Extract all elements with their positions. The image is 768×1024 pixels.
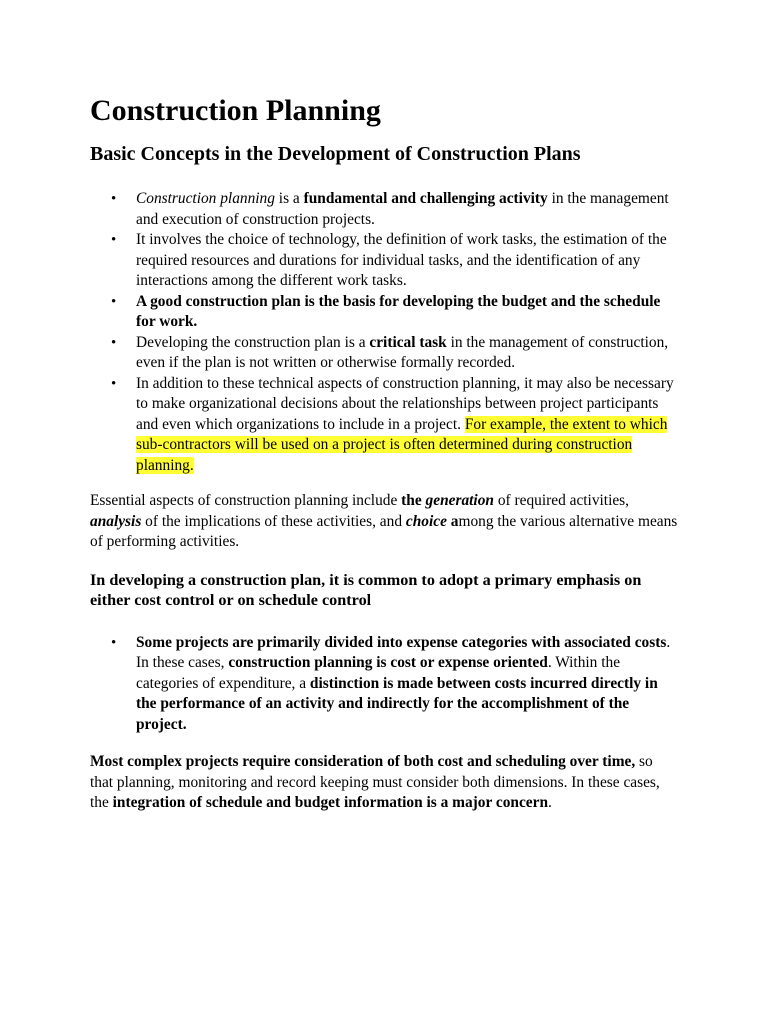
paragraph: Most complex projects require consideration of both cost and scheduling over time, so that planning, monitoring and record keeping must consider both dimensions. In these cases, the integration of schedule and budget information is a major concern. (90, 753, 660, 811)
paragraph: Essential aspects of construction planning include the generation of required activities, analysis of the implications of these activities, and choice among the various alternative means of performing activities. (90, 492, 678, 550)
bold-text: integration of schedule and budget information is a major concern (112, 794, 549, 811)
bold-text: the (401, 492, 426, 509)
bold-italic-text: generation (425, 492, 494, 509)
page-title: Construction Planning (90, 94, 381, 127)
highlighted-text: For example, the extent to which sub-contractors will be used on a project is often determined during construction planning. (136, 415, 668, 474)
bold-italic-text: analysis (90, 512, 142, 530)
bold-text: fundamental and challenging activity (303, 190, 548, 207)
bold-text: Some projects are primarily divided into expense categories with associated costs (136, 633, 667, 651)
list-item: • Developing the construction plan is a critical task in the management of construction, even if the plan is not written or otherwise formally recorded. (90, 333, 678, 374)
subheading: In developing a construction plan, it is common to adopt a primary emphasis on either cost control or on schedule control (90, 570, 642, 609)
bold-italic-text: choice (405, 512, 447, 530)
bold-text: construction planning is cost or expense oriented (228, 654, 548, 671)
bold-text: Most complex projects require consideration of both cost and scheduling over time, (90, 753, 636, 770)
concepts-bullet-list (90, 189, 678, 476)
emphasis-text: Construction planning (136, 190, 275, 207)
bold-text: critical task (369, 333, 447, 351)
emphasis-bullet-list (90, 633, 678, 736)
list-item: • It involves the choice of technology, the definition of work tasks, the estimation of the required resources and durations for individual tasks, and the identification of any interactions among the different work tasks. (90, 230, 678, 292)
list-item: • Some projects are primarily divided into expense categories with associated costs. In these cases, construction planning is cost or expense oriented. Within the categories of expenditure, a distinction is made between costs incurred directly in the performance of an activity and indirectly for the accomplishment of the project. (90, 633, 678, 736)
list-item: • Construction planning is a fundamental and challenging activity in the management and execution of construction projects. (90, 189, 678, 230)
bold-text: a (446, 512, 459, 530)
bold-text: A good construction plan is the basis for developing the budget and the schedule for work. (136, 292, 661, 330)
list-item (90, 292, 678, 333)
list-item: • In addition to these technical aspects of construction planning, it may also be necessary to make organizational decisions about the relationships between project participants and even which organizations to include in a project. For example, the extent to which sub-contractors will be used on a project is often determined during construction planning. (90, 374, 678, 477)
bold-text: distinction is made between costs incurred directly in the performance of an activity and indirectly for the accomplishment of the project. (136, 674, 658, 733)
section-heading: Basic Concepts in the Development of Construction Plans (90, 143, 581, 165)
